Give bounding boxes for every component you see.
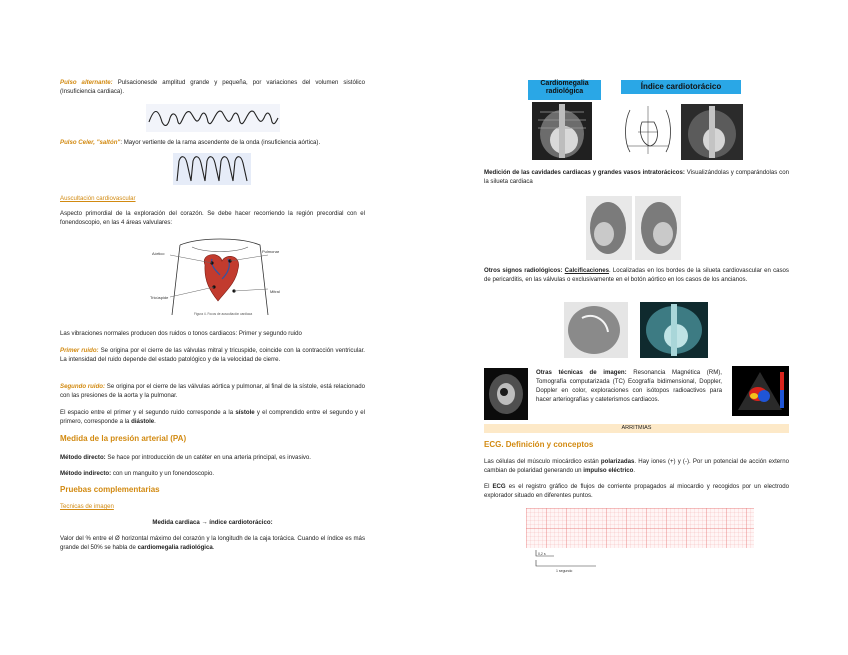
celulas-text-1: Las células del músculo miocárdico están bbox=[484, 458, 601, 465]
ecg-def-ecg: ECG bbox=[492, 483, 506, 490]
medida-presion-heading: Medida de la presión arterial (PA) bbox=[60, 434, 187, 443]
otros-signos-label: Otros signos radiológicos: bbox=[484, 267, 565, 274]
segundo-ruido-label: Segundo ruido: bbox=[60, 383, 106, 390]
ecg-label-second: 1 segundo bbox=[556, 569, 573, 573]
calcificaciones-label: Calcificaciones bbox=[564, 267, 610, 274]
medicion-label: Medición de las cavidades cardiacas y grandes vasos intratorácicos: bbox=[484, 169, 685, 176]
valor-cardiomegalia: cardiomegalia radiológica bbox=[137, 544, 213, 551]
pruebas-heading: Pruebas complementarias bbox=[60, 485, 160, 494]
pulso-alternante-label: Pulso alternante: bbox=[60, 79, 113, 86]
vibraciones-text: Las vibraciones normales producen dos ruidos o tonos cardiacos: Primer y segundo ruido bbox=[60, 330, 302, 337]
otras-tecnicas-label: Otras técnicas de imagen: bbox=[536, 369, 627, 376]
otros-signos-text: . Localizadas en los bordes de la silueta cardiovascular en casos de pericarditis, en las válvulas o exclusivamente en el botón aórtico en los casos de los ancianos. bbox=[484, 267, 789, 283]
metodo-indirecto-label: Método indirecto: bbox=[60, 470, 112, 477]
pulso-celer-label: Pulso Celer, "saltón" bbox=[60, 139, 121, 146]
segundo-ruido-paragraph bbox=[60, 382, 365, 400]
heart-label-mitral: Mitral bbox=[270, 289, 280, 294]
pulso-celer-text: : Mayor vertiente de la rama ascendente de la onda (insuficiencia aórtica). bbox=[120, 139, 321, 146]
ecg-grid-image bbox=[526, 508, 754, 574]
cardiomegalia-xray-image bbox=[532, 102, 592, 160]
heart-auscultation-figure bbox=[150, 235, 290, 317]
otros-signos-paragraph bbox=[484, 266, 789, 284]
calcification-lateral-xray-image bbox=[564, 302, 628, 358]
doppler-color-image bbox=[732, 366, 789, 416]
cardiomegalia-banner: Cardiomegalia radiológica bbox=[528, 80, 601, 100]
espacio-diastole: diástole bbox=[131, 418, 155, 425]
espacio-text-2: y el comprendido entre el segundo y el primero, corresponde a la bbox=[60, 409, 365, 425]
espacio-paragraph bbox=[60, 408, 365, 426]
heart-label-tricuspid: Tricúspide bbox=[150, 295, 169, 300]
espacio-text-1: El espacio entre el primer y el segundo ruido corresponde a la bbox=[60, 409, 236, 416]
otras-tecnicas-text: Resonancia Magnética (RM), Tomografía computarizada (TC) Ecografía bidimensional, Doppler, Doppler en color, exploraciones con isótopos radioactivos para hacer arteriografías y cateterismos cardiacos. bbox=[536, 369, 722, 403]
valor-paragraph bbox=[60, 534, 365, 552]
tecnicas-heading: Tecnicas de imagen bbox=[60, 503, 114, 510]
ecg-def-text-1: El bbox=[484, 483, 493, 490]
heart-figure-caption: Figura 4. Focos de auscultación cardiaca bbox=[194, 312, 253, 316]
lateral-xray-left-image bbox=[586, 196, 632, 260]
metodo-directo-label: Método directo: bbox=[60, 454, 106, 461]
celulas-paragraph bbox=[484, 457, 789, 475]
valor-text-1: Valor del % entre el Ø horizontal máximo del corazón y la longitudh de la caja torácica. Cuando el índice es más grande del 50% se habla de bbox=[60, 535, 365, 551]
auscultacion-heading: Auscultación cardiovascular bbox=[60, 195, 136, 202]
espacio-text-3: . bbox=[154, 418, 156, 425]
metodo-directo-text: Se hace por introducción de un catéter en una arteria principal, es invasivo. bbox=[105, 454, 311, 461]
indice-xray-image bbox=[681, 104, 743, 160]
metodo-indirecto-text: con un manguito y un fonendoscopio. bbox=[111, 470, 215, 477]
metodo-directo-paragraph bbox=[60, 453, 365, 462]
celulas-polarizadas: polarizadas bbox=[600, 458, 635, 465]
calcification-frontal-xray-image bbox=[640, 302, 708, 358]
lateral-xray-right-image bbox=[635, 196, 681, 260]
pulso-alternante-text: Pulsacionesde amplitud grande y pequeña, por variaciones del volumen sistólico (Insuficiencia cardiaca). bbox=[60, 79, 365, 95]
medida-cardiaca-text: Medida cardiaca → índice cardiotorácico: bbox=[152, 519, 273, 526]
pulso-alternante-paragraph bbox=[60, 78, 365, 96]
indice-diagram-image bbox=[620, 102, 676, 156]
primer-ruido-paragraph bbox=[60, 346, 365, 364]
ecg-definition-paragraph bbox=[484, 482, 789, 500]
segundo-ruido-text: Se origina por el cierre de las válvulas aórtica y pulmonar, al final de la sístole, está relacionado con las presiones de la aorta y la pulmonar. bbox=[60, 383, 365, 399]
indice-banner: Índice cardiotorácico bbox=[621, 80, 741, 94]
mri-image bbox=[484, 368, 528, 420]
heart-label-aortic: Aórtico bbox=[152, 251, 165, 256]
pulso-celer-paragraph bbox=[60, 138, 365, 147]
medicion-paragraph bbox=[484, 168, 789, 186]
ecg-heading: ECG. Definición y conceptos bbox=[484, 440, 594, 449]
otras-tecnicas-paragraph bbox=[536, 368, 722, 404]
celulas-text-2: . Hay iones (+) y (-). Por un potencial de acción externo cambian de polaridad generando un bbox=[484, 458, 789, 474]
ecg-label-small: 0,2 s bbox=[538, 552, 546, 556]
celer-pulse-wave-image bbox=[173, 153, 251, 185]
metodo-indirecto-paragraph bbox=[60, 469, 365, 478]
arritmias-band: ARRITMIAS bbox=[484, 424, 789, 433]
heart-label-pulmonar: Pulmonar bbox=[262, 249, 280, 254]
medicion-text: Visualizándolas y comparándolas con la silueta cardiaca bbox=[484, 169, 789, 185]
auscultacion-text: Aspecto primordial de la exploración del corazón. Se debe hacer recorriendo la región precordial con el fonendoscopio, en las 4 áreas valvulares: bbox=[60, 210, 365, 226]
primer-ruido-text: Se origina por el cierre de las válvulas mitral y tricuspide, coincide con la contracción ventricular. La intensidad del ruido depende del estado patológico y de la velocidad de cierre. bbox=[60, 347, 365, 363]
celulas-impulso: impulso eléctrico bbox=[583, 467, 634, 474]
valor-text-2: . bbox=[212, 544, 215, 551]
espacio-sistole: sístole bbox=[235, 409, 255, 416]
celulas-text-3: . bbox=[633, 467, 636, 474]
ecg-def-text-2: es el registro gráfico de flujos de corriente propagados al miocardio y recogidos por un electrodo explorador situado en diferentes puntos. bbox=[484, 483, 789, 499]
alternating-pulse-wave-image bbox=[146, 104, 280, 132]
primer-ruido-label: Primer ruido: bbox=[60, 347, 99, 354]
